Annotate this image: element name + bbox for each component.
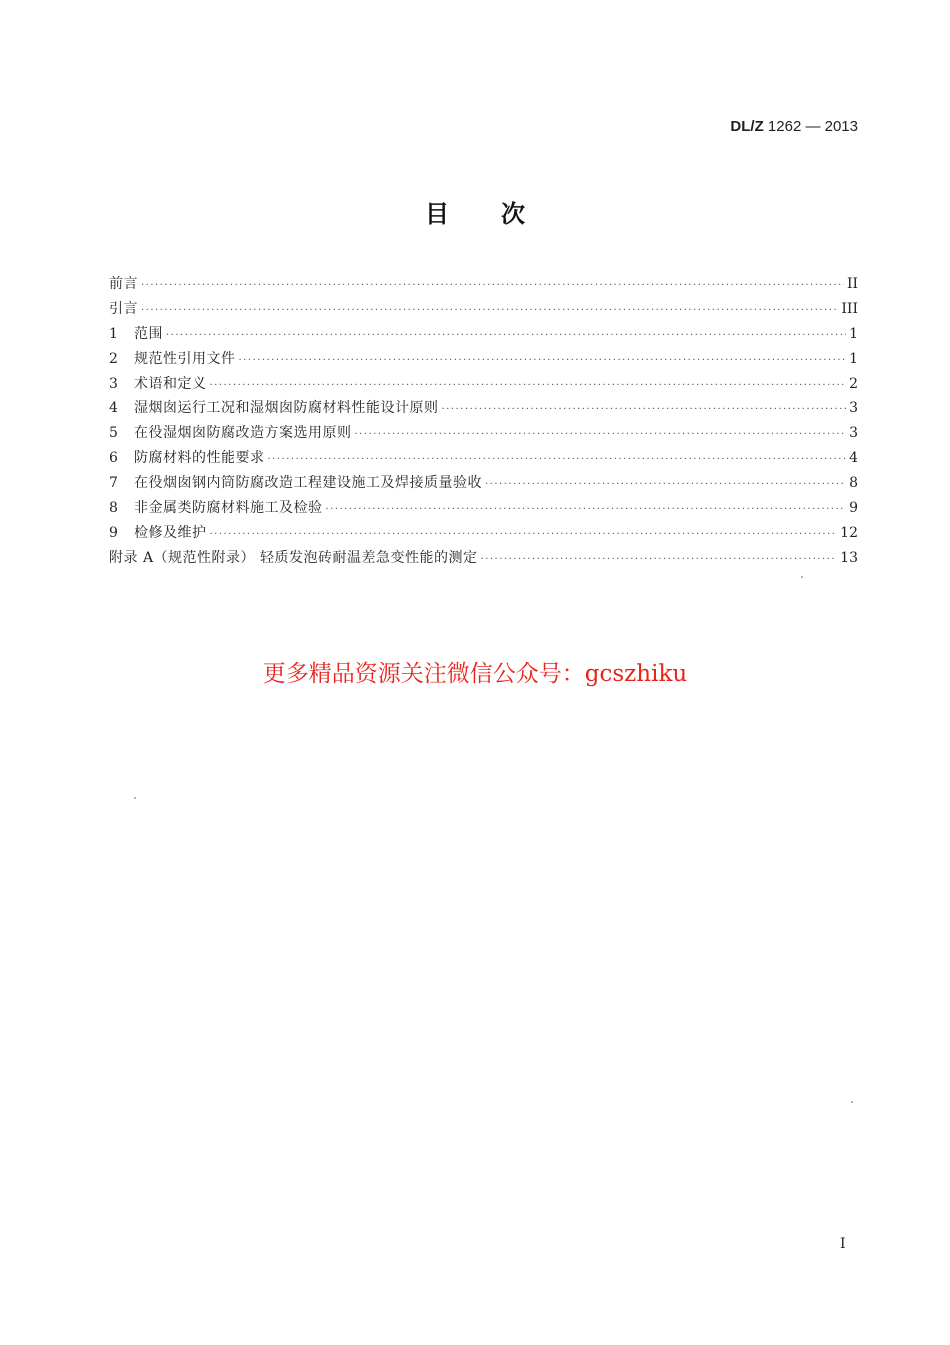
toc-entry-introduction[interactable]: [109, 297, 858, 322]
standard-code-number: 1262 — 2013: [767, 118, 858, 135]
toc-leader-dots: [442, 398, 847, 423]
toc-entry-label: 范围: [134, 325, 163, 342]
toc-entry-6[interactable]: [109, 446, 858, 471]
toc-entry-page: 13: [840, 549, 858, 566]
toc-entry-label: 附录 A（规范性附录） 轻质发泡砖耐温差急变性能的测定: [109, 549, 478, 566]
toc-entry-page: 1: [849, 325, 858, 342]
toc-entry-8[interactable]: [109, 496, 858, 521]
toc-entry-4[interactable]: [109, 396, 858, 421]
toc-entry-number: 7: [109, 475, 118, 492]
toc-entry-number: 6: [109, 450, 118, 467]
toc-entry-page: III: [841, 300, 858, 317]
toc-entry-page: 2: [849, 375, 858, 392]
toc-entry-number: 8: [109, 500, 118, 517]
toc-entry-label: 引言: [109, 300, 138, 317]
toc-entry-number: 5: [109, 425, 118, 442]
toc-entry-page: 3: [849, 425, 858, 442]
toc-entry-label: 在役湿烟囱防腐改造方案选用原则: [134, 425, 352, 442]
toc-entry-label: 湿烟囱运行工况和湿烟囱防腐材料性能设计原则: [134, 400, 439, 417]
toc-entry-label: 在役烟囱钢内筒防腐改造工程建设施工及焊接质量验收: [134, 475, 482, 492]
toc-entry-1[interactable]: [109, 322, 858, 347]
toc-entry-7[interactable]: [109, 471, 858, 496]
toc-entry-3[interactable]: [109, 372, 858, 397]
toc-leader-dots: [481, 548, 838, 573]
toc-leader-dots: [210, 523, 838, 548]
page-title: 目次: [425, 200, 577, 228]
toc-entry-5[interactable]: [109, 421, 858, 446]
promo-banner-text: 更多精品资源关注微信公众号：gcszhiku: [262, 661, 688, 687]
toc-entry-9[interactable]: [109, 521, 858, 546]
table-of-contents: [109, 272, 858, 571]
toc-leader-dots: [355, 423, 847, 448]
toc-entry-label: 前言: [109, 276, 138, 292]
toc-entry-page: 4: [849, 450, 858, 467]
standard-code-prefix: DL/Z: [730, 118, 764, 135]
toc-entry-label: 非金属类防腐材料施工及检验: [134, 500, 323, 517]
toc-entry-label: 防腐材料的性能要求: [134, 450, 265, 467]
toc-entry-page: 12: [840, 524, 858, 541]
toc-entry-preface[interactable]: [109, 272, 858, 297]
toc-entry-label: 术语和定义: [134, 375, 207, 392]
toc-entry-number: 9: [109, 524, 118, 541]
toc-leader-dots: [326, 498, 847, 523]
toc-leader-dots: [166, 324, 846, 349]
toc-entry-2[interactable]: [109, 347, 858, 372]
toc-leader-dots: [141, 299, 838, 324]
scan-speck: [134, 797, 136, 799]
toc-entry-page: 1: [849, 350, 858, 367]
toc-entry-page: 3: [849, 400, 858, 417]
toc-entry-label: 检修及维护: [134, 524, 207, 541]
toc-entry-page: 9: [849, 500, 858, 517]
toc-entry-label: 规范性引用文件: [134, 350, 236, 367]
toc-leader-dots: [239, 349, 847, 374]
toc-entry-number: 3: [109, 375, 118, 392]
standard-code: [730, 118, 858, 135]
toc-leader-dots: [141, 274, 844, 299]
toc-entry-number: 2: [109, 350, 118, 367]
page-number: I: [840, 1236, 846, 1252]
scan-speck: [851, 1101, 853, 1103]
toc-leader-dots: [485, 473, 846, 498]
scan-speck: [801, 576, 803, 578]
toc-entry-page: 8: [849, 475, 858, 492]
toc-leader-dots: [210, 374, 847, 399]
toc-leader-dots: [268, 448, 847, 473]
toc-entry-number: 1: [109, 325, 118, 342]
toc-entry-number: 4: [109, 400, 118, 417]
toc-entry-appendix-a[interactable]: [109, 546, 858, 571]
toc-entry-page: II: [846, 276, 858, 292]
